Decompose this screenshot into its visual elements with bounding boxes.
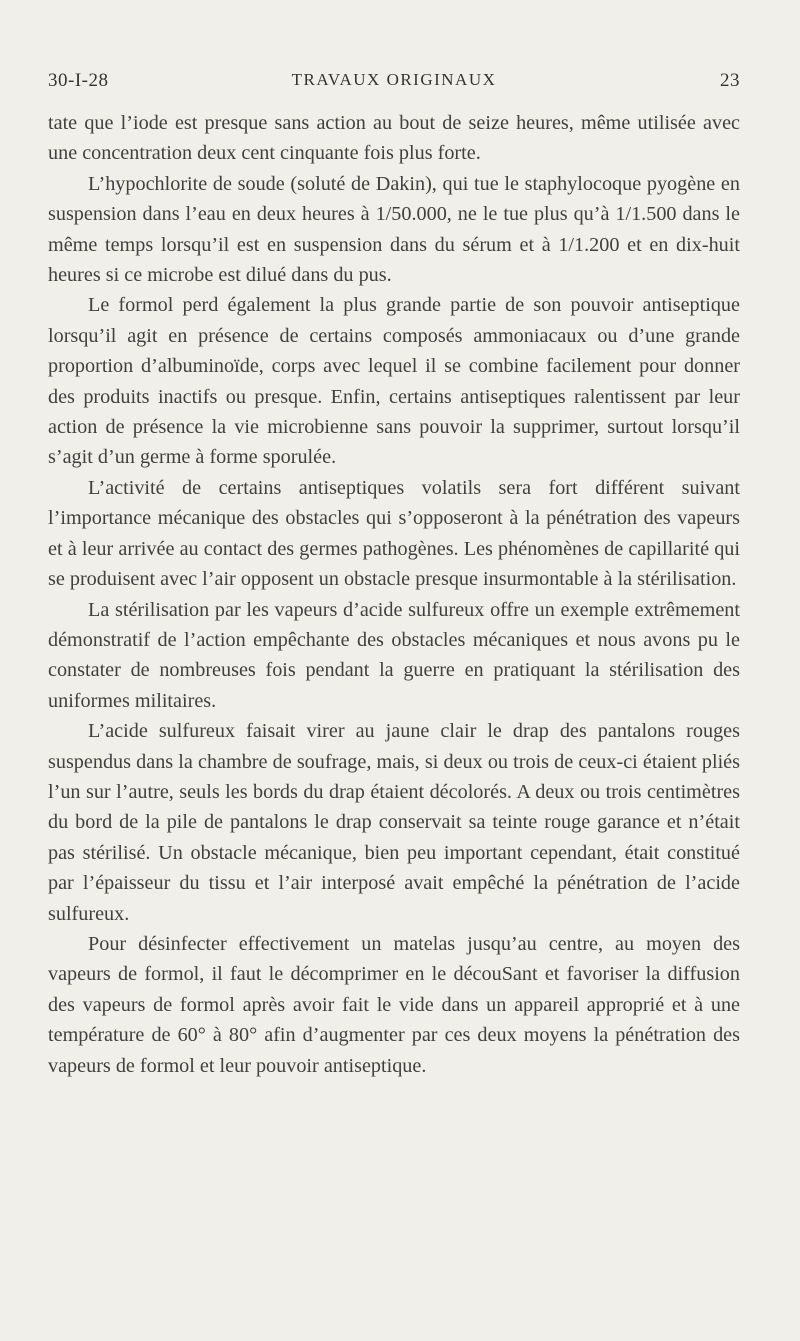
paragraph-volatile-antiseptics: L’activité de certains antiseptiques volatils sera fort différent suivant l’importance mécanique des obstacles qui s’opposeront à la pénétration des vapeurs et à leur arrivée au contact des germes pathogènes. Les phénomènes de capillarité qui se produisent avec l’air opposent un obstacle presque insurmontable à la stérilisation. <box>48 476 740 591</box>
paragraph-sulfurous-sterilisation: La stérilisation par les vapeurs d’acide sulfureux offre un exemple extrêmement démonstratif de l’action empêchante des obstacles mécaniques et nous avons pu le constater de nombreuses fois pendant la guerre en pratiquant la stérilisation des uniformes militaires. <box>48 598 740 712</box>
article-body <box>48 108 740 1081</box>
paragraph-mattress-disinfection: Pour désinfecter effectivement un matelas jusqu’au centre, au moyen des vapeurs de formol, il faut le décomprimer en le découSant et favoriser la diffusion des vapeurs de formol après avoir fait le vide dans un appareil approprié et à une température de 60° à 80° afin d’augmenter par ces deux moyens la pénétration des vapeurs de formol et leur pouvoir antiseptique. <box>48 932 740 1077</box>
paragraph-continuation: tate que l’iode est presque sans action au bout de seize heures, même utilisée avec une concentration deux cent cinquante fois plus forte. <box>48 112 740 165</box>
running-title: TRAVAUX ORIGINAUX <box>291 70 497 89</box>
paragraph-formol: Le formol perd également la plus grande partie de son pouvoir antiseptique lorsqu’il agit en présence de certains composés ammoniacaux ou d’une grande proportion d’albuminoïde, corps avec lequel il se combine facilement pour donner des produits inactifs ou presque. Enfin, certains antiseptiques ralentissent par leur action de présence la vie microbienne sans pouvoir la supprimer, surtout lorsqu’il s’agit d’un germe à forme sporulée. <box>48 294 740 469</box>
page-header <box>48 70 740 98</box>
paragraph-hypochlorite: L’hypochlorite de soude (soluté de Dakin), qui tue le staphylocoque pyogène en suspension dans l’eau en deux heures à 1/50.000, ne le tue plus qu’à 1/1.500 dans le même temps lorsqu’il est en suspension dans du sérum et à 1/1.200 et en dix-huit heures si ce microbe est dilué dans du pus. <box>48 172 740 287</box>
paragraph-sulfurous-acid: L’acide sulfureux faisait virer au jaune clair le drap des pantalons rouges suspendus dans la chambre de soufrage, mais, si deux ou trois de ceux-ci étaient pliés l’un sur l’autre, seuls les bords du drap étaient décolorés. A deux ou trois centimètres du bord de la pile de pantalons le drap conservait sa teinte rouge garance et n’était pas stérilisé. Un obstacle mécanique, bien peu important cependant, était constitué par l’épaisseur du tissu et l’air interposé avait empêché la pénétration de l’acide sulfureux. <box>48 720 740 925</box>
issue-date: 30-I-28 <box>48 70 109 91</box>
page-number: 23 <box>720 70 740 91</box>
